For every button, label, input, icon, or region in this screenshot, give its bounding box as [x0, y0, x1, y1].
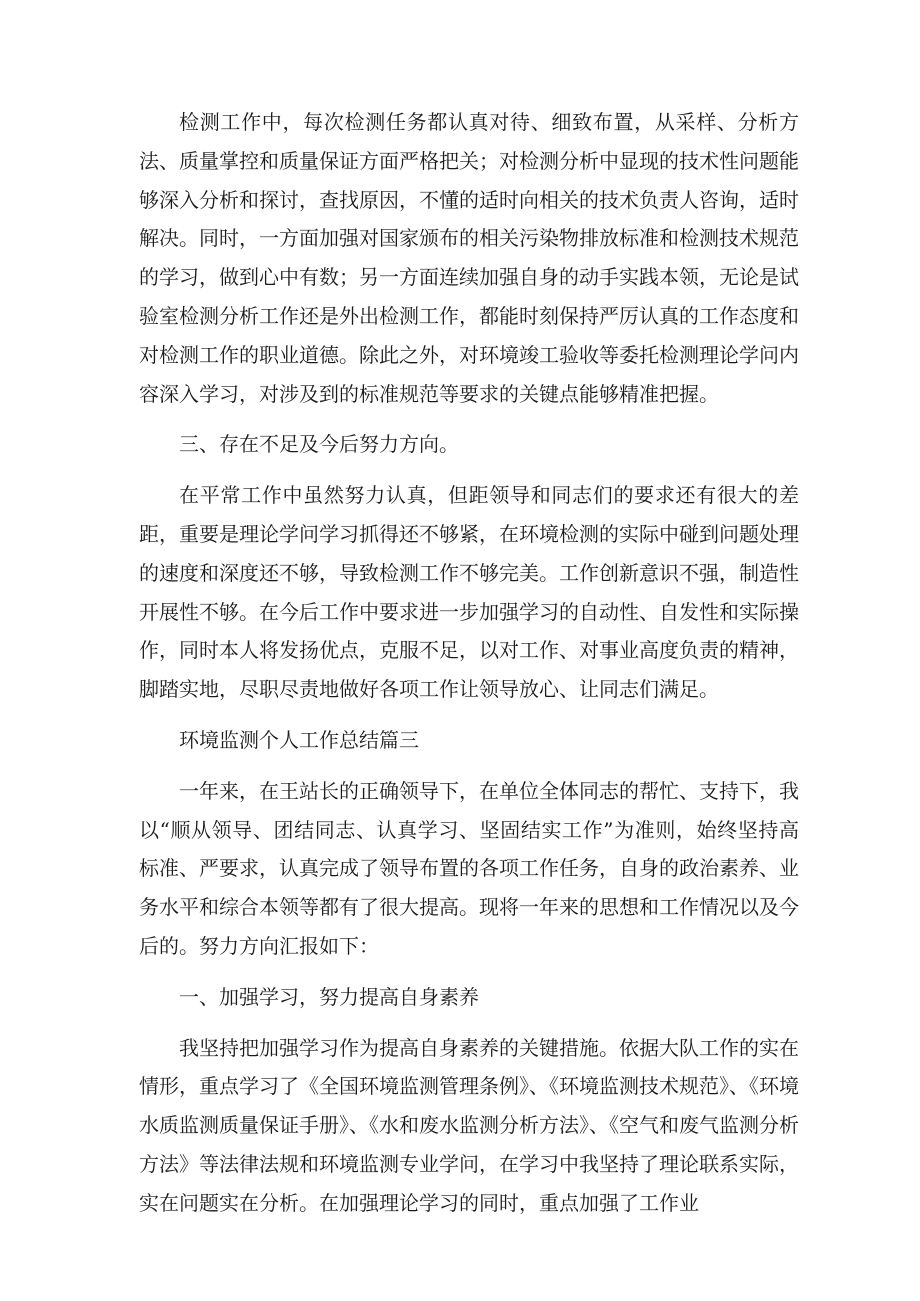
paragraph-testing-work: 检测工作中，每次检测任务都认真对待、细致布置，从采样、分析方法、质量掌控和质量保证方面严格把关；对检测分析中显现的技术性问题能够深入分析和探讨，查找原因，不懂的适时向相关的技术负责人咨询，适时解决。同时，一方面加强对国家颁布的相关污染物排放标准和检测技术规范的学习，做到心中有数；另一方面连续加强自身的动手实践本领，无论是试验室检测分析工作还是外出检测工作，都能时刻保持严厉认真的工作态度和对检测工作的职业道德。除此之外，对环境竣工验收等委托检测理论学问内容深入学习，对涉及到的标准规范等要求的关键点能够精准把握。 [139, 110, 799, 406]
paragraph-year-summary: 一年来，在王站长的正确领导下，在单位全体同志的帮忙、支持下，我以“顺从领导、团结同志、认真学习、坚固结实工作”为准则，始终坚持高标准、严要求，认真完成了领导布置的各项工作任务，自身的政治素养、业务水平和综合本领等都有了很大提高。现将一年来的思想和工作情况以及今后的。努力方向汇报如下： [139, 778, 799, 958]
document-body [139, 103, 799, 1223]
article-title-part-three: 环境监测个人工作总结篇三 [179, 727, 419, 752]
paragraph-study: 我坚持把加强学习作为提高自身素养的关键措施。依据大队工作的实在情形，重点学习了《全国环境监测管理条例》、《环境监测技术规范》、《环境水质监测质量保证手册》、《水和废水监测分析方法》、《空气和废气监测分析方法》等法律法规和环境监测专业学问，在学习中我坚持了理论联系实际，实在问题实在分析。在加强理论学习的同时，重点加强了工作业 [139, 1035, 799, 1215]
section-heading-study: 一、加强学习，努力提高自身素养 [179, 984, 479, 1009]
paragraph-shortcomings: 在平常工作中虽然努力认真，但距领导和同志们的要求还有很大的差距，重要是理论学问学习抓得还不够紧，在环境检测的实际中碰到问题处理的速度和深度还不够，导致检测工作不够完美。工作创新意识不强，制造性开展性不够。在今后工作中要求进一步加强学习的自动性、自发性和实际操作，同时本人将发扬优点，克服不足，以对工作、对事业高度负责的精神，脚踏实地，尽职尽责地做好各项工作让领导放心、让同志们满足。 [139, 483, 799, 702]
section-heading-shortcomings: 三、存在不足及今后努力方向。 [179, 432, 459, 457]
